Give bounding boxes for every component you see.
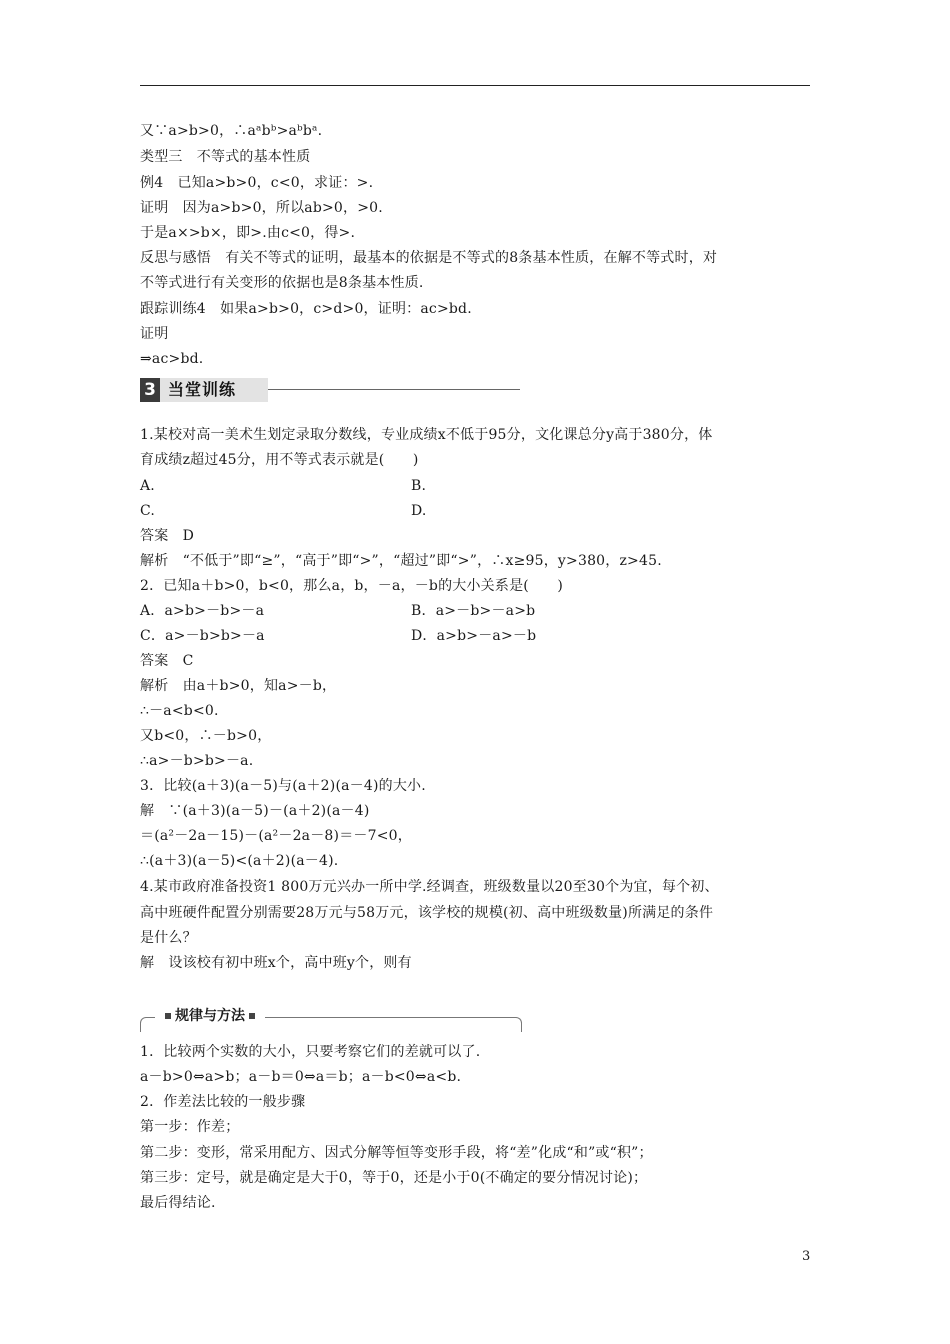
section-header <box>140 378 520 402</box>
square-bullet-icon <box>249 1013 255 1019</box>
solution-3: ∴(a＋3)(a－5)<(a＋2)(a－4). <box>140 853 339 869</box>
section-number: 3 <box>140 378 160 402</box>
answer-1: 答案 D <box>140 528 195 544</box>
option-c: C．a>－b>b>－a <box>140 628 265 644</box>
summary-line: 第一步：作差； <box>140 1119 240 1135</box>
option-d: D．a>b>－a>－b <box>411 628 537 644</box>
analysis-1: 解析 “不低于”即“≥”，“高于”即“>”，“超过”即“>”，∴x≥95，y>380，z>45. <box>140 553 662 569</box>
section-rule <box>268 389 520 390</box>
option-a: A. <box>140 478 155 494</box>
question-2: 2．已知a＋b>0，b<0，那么a，b，－a，－b的大小关系是( ) <box>140 578 563 594</box>
question-1: 育成绩z超过45分，用不等式表示就是( ) <box>140 452 419 468</box>
text-line: 又∵a>b>0，∴aᵃbᵇ>aᵇbᵃ. <box>140 123 323 139</box>
question-4: 4.某市政府准备投资1 800万元兴办一所中学.经调查，班级数量以20至30个为宜，每个初、 <box>140 879 719 895</box>
header-rule <box>140 85 810 86</box>
solution-3: 解 ∵(a＋3)(a－5)－(a＋2)(a－4) <box>140 803 370 819</box>
page-number: 3 <box>802 1249 811 1264</box>
summary-line: 1．比较两个实数的大小，只要考察它们的差就可以了. <box>140 1044 481 1060</box>
analysis-2: 又b<0，∴－b>0， <box>140 728 272 744</box>
solution-3: ＝(a²－2a－15)－(a²－2a－8)＝－7<0， <box>140 828 412 844</box>
section-title: 当堂训练 <box>168 380 237 399</box>
square-bullet-icon <box>165 1013 171 1019</box>
proof-conclusion: ⇒ac>bd. <box>140 351 204 367</box>
question-4: 高中班硬件配置分别需要28万元与58万元，该学校的规模(初、高中班级数量)所满足的条件 <box>140 905 714 921</box>
analysis-2: ∴－a<b<0. <box>140 703 219 719</box>
solution-4: 解 设该校有初中班x个，高中班y个，则有 <box>140 955 412 971</box>
proof-line: 证明 因为a>b>0，所以ab>0，>0. <box>140 200 383 216</box>
reflection-line: 反思与感悟 有关不等式的证明，最基本的依据是不等式的8条基本性质，在解不等式时，对 <box>140 250 718 266</box>
analysis-2: 解析 由a＋b>0，知a>－b， <box>140 678 337 694</box>
question-1: 1.某校对高一美术生划定录取分数线，专业成绩x不低于95分，文化课总分y高于380分，体 <box>140 427 713 443</box>
option-b: B. <box>411 478 427 494</box>
summary-line: 最后得结论. <box>140 1195 216 1211</box>
option-c: C. <box>140 503 156 519</box>
summary-line: 第三步：定号，就是确定是大于0，等于0，还是小于0(不确定的要分情况讨论)； <box>140 1170 648 1186</box>
answer-2: 答案 C <box>140 653 194 669</box>
heading-type-three: 类型三 不等式的基本性质 <box>140 149 311 165</box>
summary-title-text: 规律与方法 <box>175 1008 245 1024</box>
summary-line: 第二步：变形，常采用配方、因式分解等恒等变形手段，将“差”化成“和”或“积”； <box>140 1145 653 1161</box>
summary-line: 2．作差法比较的一般步骤 <box>140 1094 306 1110</box>
analysis-2: ∴a>－b>b>－a. <box>140 753 254 769</box>
option-a: A．a>b>－b>－a <box>140 603 265 619</box>
summary-box-title <box>155 1006 265 1026</box>
proof-label: 证明 <box>140 326 169 342</box>
example-4: 例4 已知a>b>0，c<0，求证：>. <box>140 175 374 191</box>
summary-line: a－b>0⇔a>b；a－b＝0⇔a＝b；a－b<0⇔a<b. <box>140 1069 462 1085</box>
proof-line: 于是a×>b×，即>.由c<0，得>. <box>140 225 356 241</box>
question-3: 3．比较(a＋3)(a－5)与(a＋2)(a－4)的大小. <box>140 778 426 794</box>
question-4: 是什么？ <box>140 930 197 946</box>
option-d: D. <box>411 503 427 519</box>
option-b: B．a>－b>－a>b <box>411 603 536 619</box>
reflection-line: 不等式进行有关变形的依据也是8条基本性质. <box>140 275 424 291</box>
practice-4: 跟踪训练4 如果a>b>0，c>d>0，证明：ac>bd. <box>140 301 472 317</box>
